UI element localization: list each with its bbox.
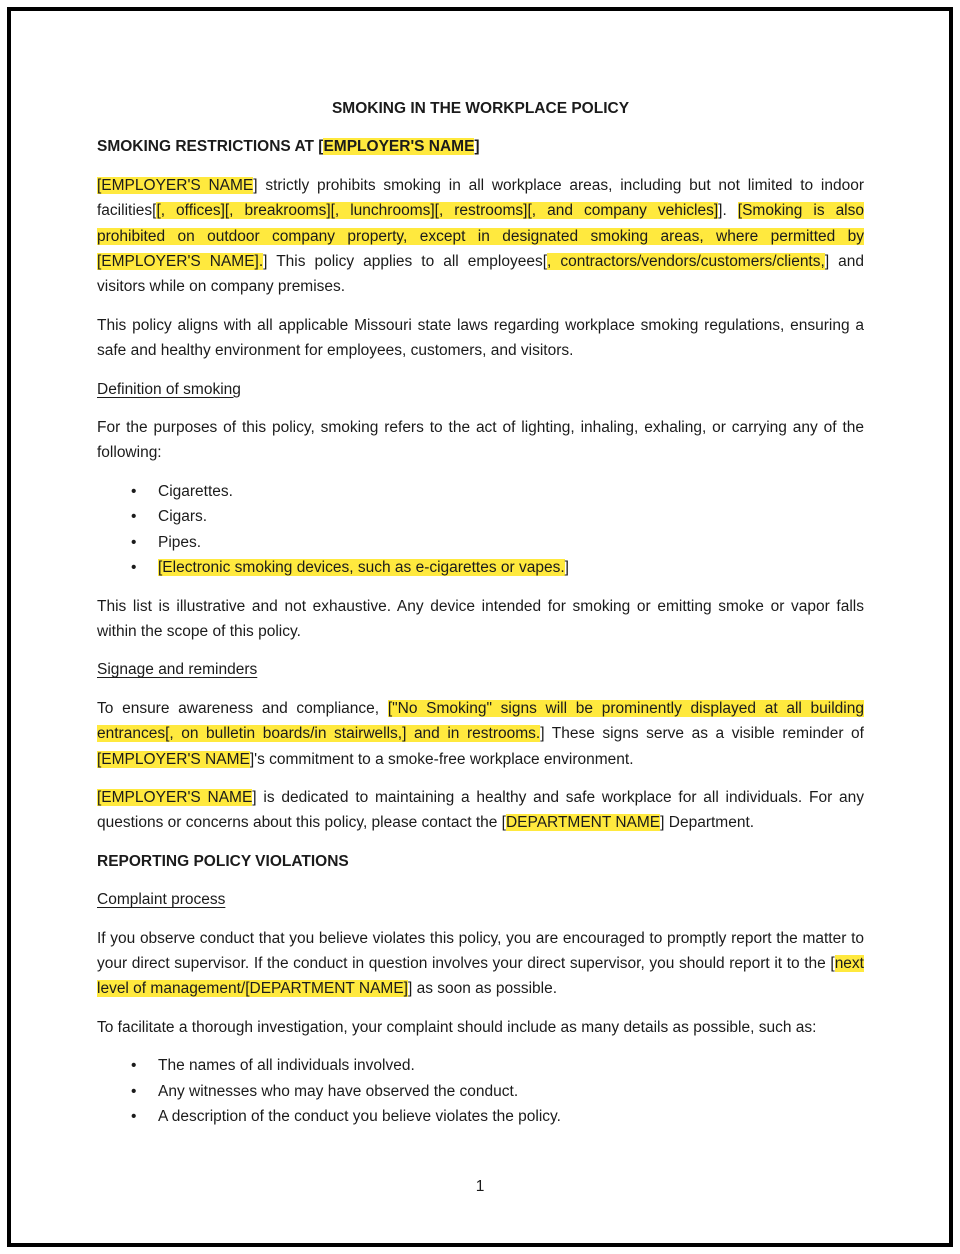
text-run: Any witnesses who may have observed the conduct. xyxy=(158,1082,519,1100)
list-item xyxy=(97,1079,864,1104)
list-item xyxy=(97,504,864,529)
list-item xyxy=(97,1104,864,1129)
text-run: The names of all individuals involved. xyxy=(158,1057,415,1075)
highlighted-placeholder-text: [Smoking is also prohibited on outdoor company property, except in designated smoking areas, where permitted by [EMPLOYER'S NAME]. xyxy=(97,202,864,271)
text-run: This policy aligns with all applicable Missouri state laws regarding workplace smoking regulations, ensuring a safe and healthy environment for employees, customers, and visitors. xyxy=(97,316,864,360)
highlighted-placeholder-text: [, offices][, breakrooms][, lunchrooms][, restrooms][, and company vehicles] xyxy=(156,202,719,220)
page-number: 1 xyxy=(475,1178,485,1195)
text-run: ] This policy applies to all employees[ xyxy=(263,253,548,271)
text-run: ] as soon as possible. xyxy=(407,980,558,998)
text-run: This list is illustrative and not exhaustive. Any device intended for smoking or emitting smoke or vapor falls within the scope of this policy. xyxy=(97,597,864,640)
highlighted-placeholder-text: [EMPLOYER'S NAME xyxy=(97,750,250,768)
subheading-definition-of-smoking: Definition of smoking xyxy=(97,380,241,398)
highlighted-placeholder-text: EMPLOYER'S NAME xyxy=(323,138,475,156)
highlighted-placeholder-text: , contractors/vendors/customers/clients, xyxy=(547,253,825,271)
text-run: ] These signs serve as a visible reminder of xyxy=(540,725,864,743)
highlighted-placeholder-text: DEPARTMENT NAME xyxy=(505,814,661,832)
text-run: ] Department. xyxy=(660,814,755,832)
text-run: Pipes. xyxy=(158,533,202,551)
text-run: SMOKING RESTRICTIONS AT [ xyxy=(97,138,324,156)
subheading-complaint-process: Complaint process xyxy=(97,891,226,909)
text-run: ] strictly prohibits smoking in all workplace areas, including but not limited to indoor facilities[ xyxy=(97,176,865,220)
paragraph-definition-intro xyxy=(97,415,864,466)
paragraph-dedication-contact xyxy=(97,785,864,836)
subheading-signage-and-reminders: Signage and reminders xyxy=(97,661,258,679)
section-heading-reporting-violations: REPORTING POLICY VIOLATIONS xyxy=(97,852,349,870)
list-complaint-details xyxy=(97,1053,864,1129)
text-run: ] xyxy=(564,559,569,577)
document-body xyxy=(97,96,864,1142)
paragraph-signage xyxy=(97,696,864,772)
highlighted-placeholder-text: ["No Smoking" signs will be prominently displayed at all building entrances[, on bulletin boards/in stairwells,] and in restrooms. xyxy=(97,699,864,743)
text-run: ] is dedicated to maintaining a healthy and safe workplace for all individuals. For any questions or concerns about this policy, please contact the [ xyxy=(97,788,864,832)
list-item xyxy=(97,555,864,580)
paragraph-missouri-compliance xyxy=(97,313,864,364)
paragraph-list-scope xyxy=(97,594,864,645)
paragraph-prohibition-intro xyxy=(97,173,864,300)
text-run: Cigarettes. xyxy=(158,482,233,500)
text-run: To ensure awareness and compliance, xyxy=(97,699,388,717)
document-title: SMOKING IN THE WORKPLACE POLICY xyxy=(331,100,630,117)
text-run: For the purposes of this policy, smoking refers to the act of lighting, inhaling, exhaling, or carrying any of the following: xyxy=(97,419,864,462)
highlighted-placeholder-text: [EMPLOYER'S NAME xyxy=(97,176,254,194)
highlighted-placeholder-text: [Electronic smoking devices, such as e-cigarettes or vapes. xyxy=(158,559,565,577)
text-run: If you observe conduct that you believe violates this policy, you are encouraged to promptly report the matter to your direct supervisor. If the conduct in question involves your direct supervisor, you should report it to the [ xyxy=(97,929,864,972)
text-run: ] and visitors while on company premises. xyxy=(97,253,864,296)
text-run: To facilitate a thorough investigation, your complaint should include as many details as possible, such as: xyxy=(97,1018,817,1036)
text-run: ] xyxy=(474,138,480,156)
text-run: A description of the conduct you believe violates the policy. xyxy=(158,1108,561,1125)
text-run: Cigars. xyxy=(158,508,208,526)
text-run: ]'s commitment to a smoke-free workplace environment. xyxy=(249,750,634,768)
text-run: ]. xyxy=(718,202,738,220)
highlighted-placeholder-text: [EMPLOYER'S NAME xyxy=(97,788,253,806)
paragraph-complaint-reporting xyxy=(97,926,864,1002)
section-heading-smoking-restrictions xyxy=(97,134,864,159)
highlighted-placeholder-text: next level of management/[DEPARTMENT NAME] xyxy=(97,954,864,998)
list-item xyxy=(97,479,864,504)
list-smoking-items xyxy=(97,479,864,581)
list-item xyxy=(97,530,864,555)
list-item xyxy=(97,1053,864,1078)
paragraph-investigation-details xyxy=(97,1015,864,1040)
